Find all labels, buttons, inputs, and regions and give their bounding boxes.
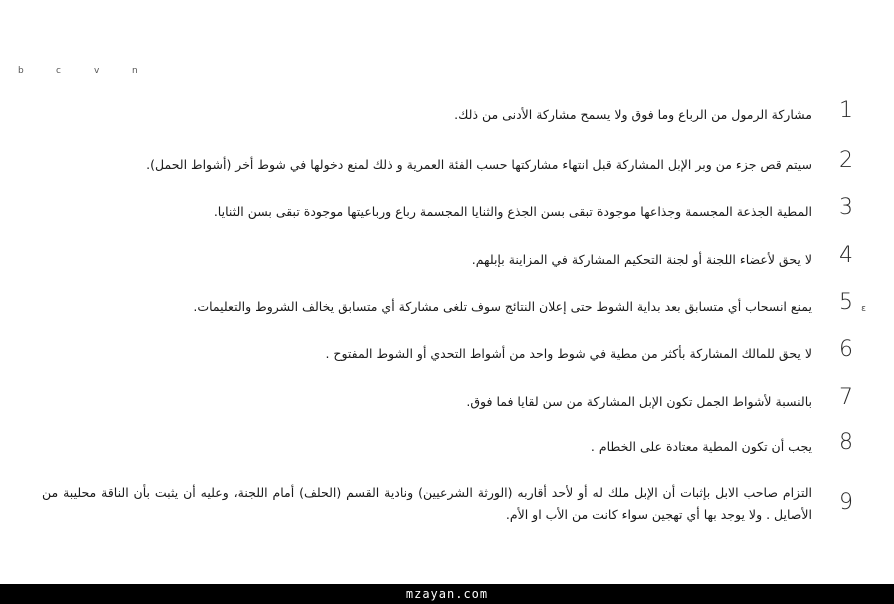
scan-mark: b — [18, 66, 24, 76]
rule-text: لا يحق للمالك المشاركة بأكثر من مطية في شوط واحد من أشواط التحدي أو الشوط المفتوح . — [325, 346, 812, 361]
footer-watermark: mzayan.com — [405, 587, 489, 601]
rule-number: 5 — [839, 290, 853, 315]
rule-number: 4 — [839, 243, 853, 268]
rule-number: 2 — [839, 148, 853, 173]
rule-text: التزام صاحب الابل بإثبات أن الإبل ملك له أو لأحد أقاربه (الورثة الشرعيين) ونادية القسم (الحلف) أمام اللجنة، وعليه أن يثبت بأن الناقة محليبة من الأصايل . ولا يوجد بها أي تهجين سواء كانت من الأب او الأم. — [42, 485, 812, 522]
stray-mark: ε — [861, 304, 866, 314]
rule-text: مشاركة الرمول من الرباع وما فوق ولا يسمح مشاركة الأدنى من ذلك. — [454, 107, 812, 122]
rule-text: بالنسبة لأشواط الجمل تكون الإبل المشاركة من سن لقايا فما فوق. — [466, 394, 812, 409]
rule-number: 6 — [839, 337, 853, 362]
footer-bar — [0, 584, 894, 604]
rule-text: المطية الجذعة المجسمة وجذاعها موجودة تبقى بسن الجذع والثنايا المجسمة رباع ورباعيتها موجودة تبقى بسن الثنايا. — [213, 204, 812, 219]
rule-text: لا يحق لأعضاء اللجنة أو لجنة التحكيم المشاركة في المزاينة بإبلهم. — [471, 252, 812, 267]
rule-number: 1 — [839, 98, 853, 123]
rule-text: سيتم قص جزء من وبر الإبل المشاركة قبل انتهاء مشاركتها حسب الفئة العمرية و ذلك لمنع دخولها في شوط أخر (أشواط الحمل). — [146, 157, 812, 172]
scan-marks — [18, 66, 148, 80]
rule-number: 7 — [839, 385, 853, 410]
scan-mark: c — [56, 66, 61, 76]
scan-mark: n — [132, 66, 138, 76]
scan-mark: v — [94, 66, 100, 76]
rule-text: يمنع انسحاب أي متسابق بعد بداية الشوط حتى إعلان النتائج سوف تلغى مشاركة أي متسابق يخالف الشروط والتعليمات. — [193, 299, 812, 314]
rule-text: يجب أن تكون المطية معتادة على الخطام . — [590, 439, 812, 454]
rule-number: 9 — [839, 490, 853, 515]
rule-number: 8 — [839, 430, 853, 455]
rule-number: 3 — [839, 195, 853, 220]
